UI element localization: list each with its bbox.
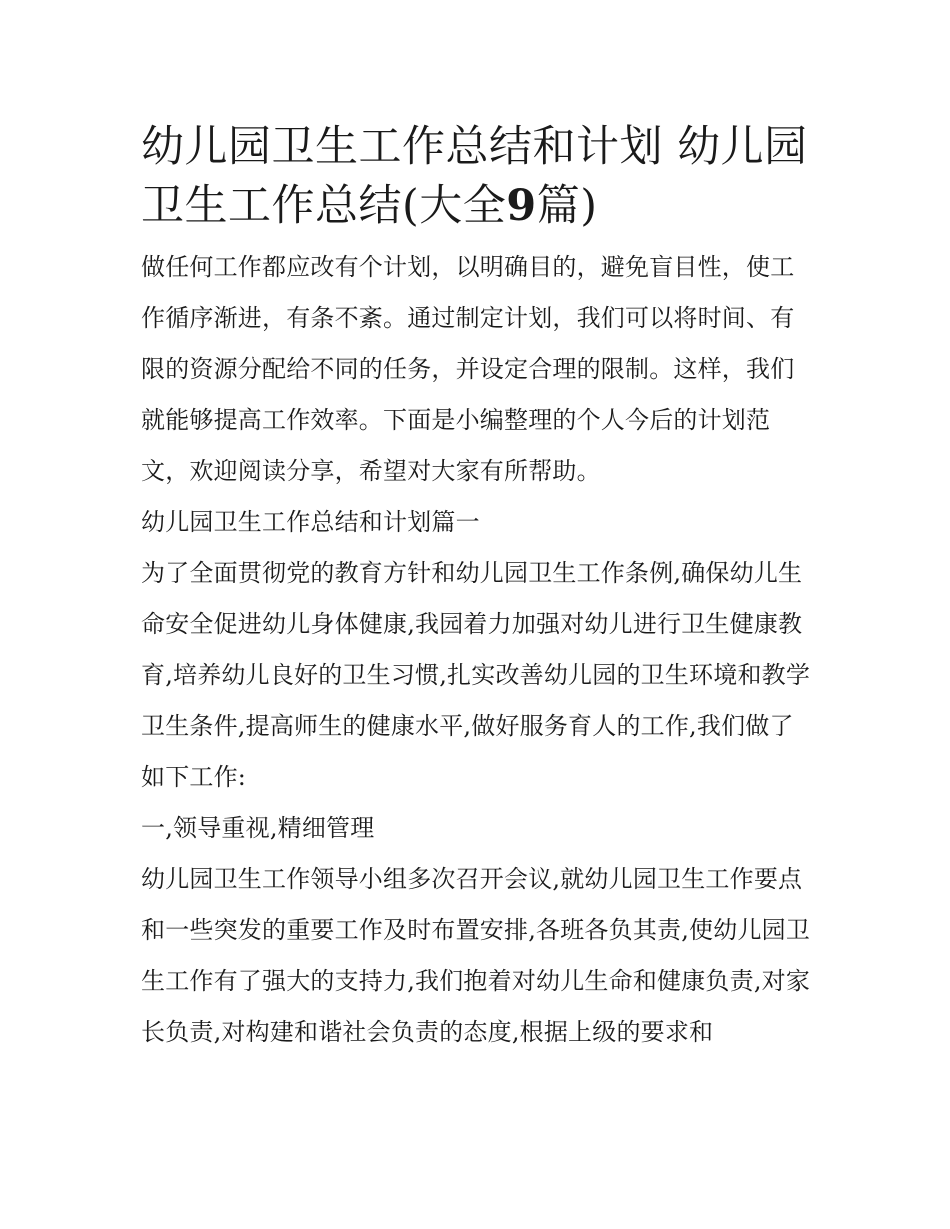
title-text-end: 篇) bbox=[536, 181, 598, 231]
section-heading: 幼儿园卫生工作总结和计划篇一 bbox=[141, 508, 480, 536]
body-paragraph: 幼儿园卫生工作领导小组多次召开会议,就幼儿园卫生工作要点和一些突发的重要工作及时布置安排,各班各负其责,使幼儿园卫生工作有了强大的支持力,我们抱着对幼儿生命和健康负责,对家长负责,对构建和谐社会负责的态度,根据上级的要求和 bbox=[141, 865, 811, 1046]
title-text-start: 幼儿园卫生工作总结和计划 幼儿园卫生工作总结(大全 bbox=[141, 122, 808, 231]
title-number: 9 bbox=[506, 181, 537, 231]
document-body bbox=[141, 118, 816, 1058]
document-title bbox=[141, 118, 816, 236]
body-paragraph: 为了全面贯彻党的教育方针和幼儿园卫生工作条例,确保幼儿生命安全促进幼儿身体健康,我园着力加强对幼儿进行卫生健康教育,培养幼儿良好的卫生习惯,扎实改善幼儿园的卫生环境和教学卫生条件,提高师生的健康水平,做好服务育人的工作,我们做了如下工作: bbox=[141, 559, 811, 791]
intro-paragraph: 做任何工作都应改有个计划，以明确目的，避免盲目性，使工作循序渐进，有条不紊。通过制定计划，我们可以将时间、有限的资源分配给不同的任务，并设定合理的限制。这样，我们就能够提高工作效率。下面是小编整理的个人今后的计划范文，欢迎阅读分享，希望对大家有所帮助。 bbox=[141, 253, 795, 485]
subsection-heading: 一,领导重视,精细管理 bbox=[141, 814, 375, 842]
